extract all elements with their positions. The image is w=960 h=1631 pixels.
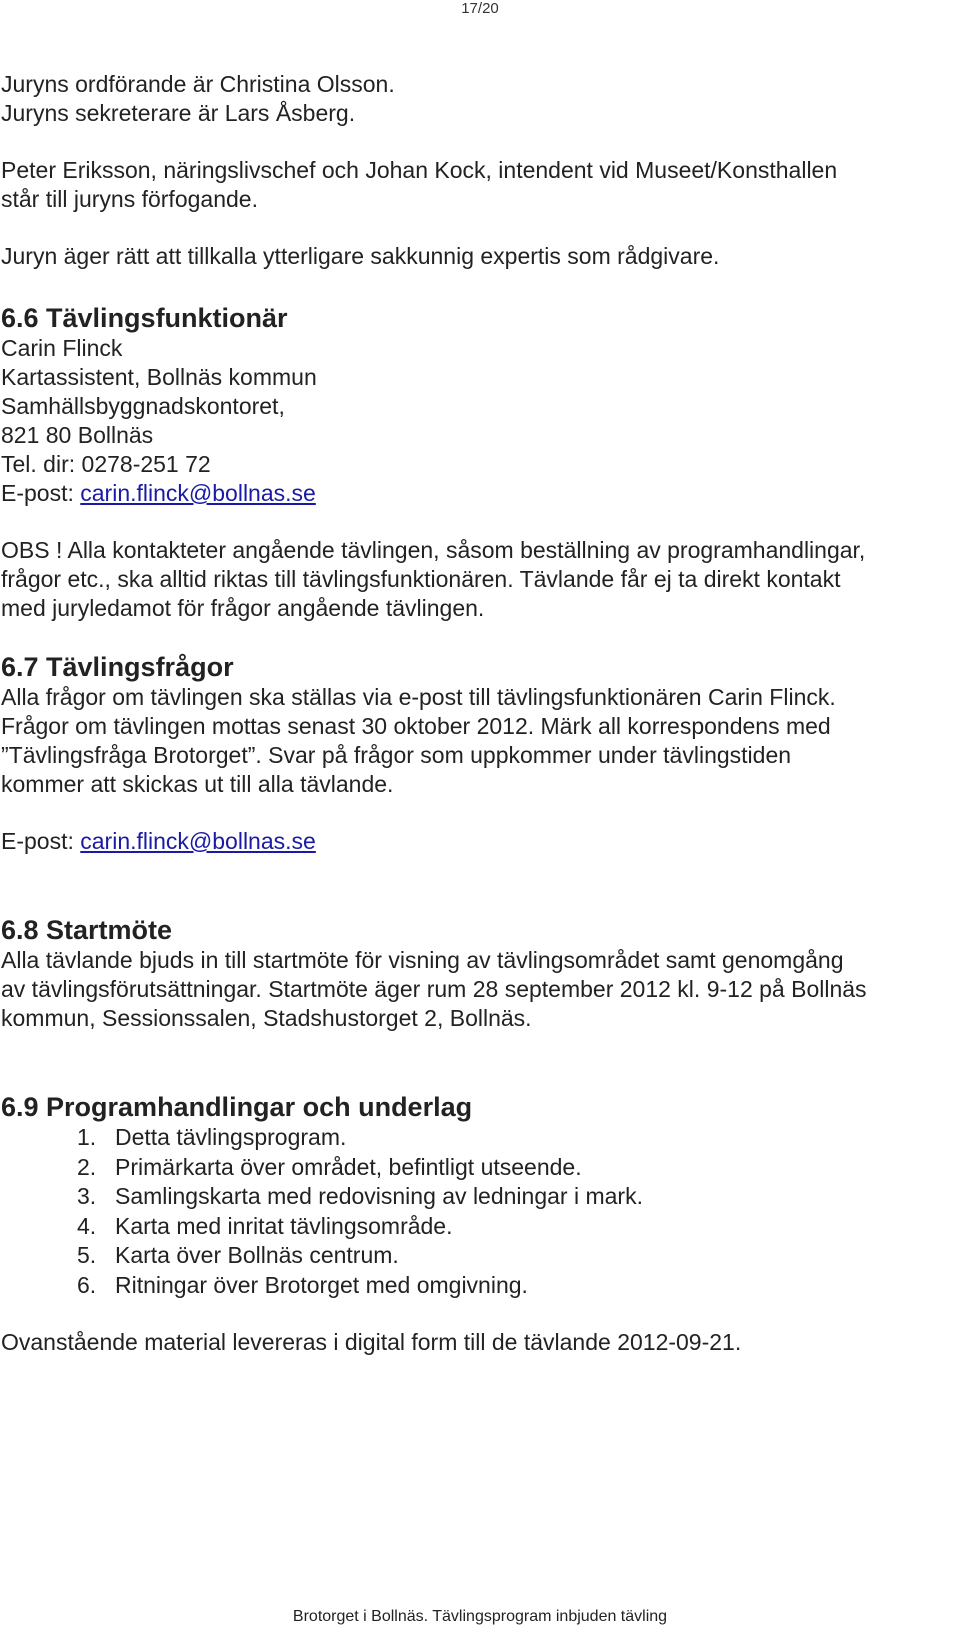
list-item-number: 6.	[77, 1271, 97, 1298]
contact-phone: Tel. dir: 0278-251 72	[1, 451, 211, 477]
startmeeting-text-3: kommun, Sessionssalen, Stadshustorget 2, Bollnäs.	[1, 1005, 532, 1031]
section-6-8-heading: 6.8 Startmöte	[1, 915, 173, 945]
list-item-number: 4.	[77, 1212, 97, 1239]
list-item-text: Samlingskarta med redovisning av ledningar i mark.	[115, 1183, 643, 1209]
list-item-text: Karta med inritat tävlingsområde.	[115, 1212, 453, 1239]
list-item-text: Ritningar över Brotorget med omgivning.	[115, 1271, 528, 1298]
documents-list	[1, 1123, 956, 1300]
list-item	[1, 1123, 956, 1153]
jury-support-text-1: Peter Eriksson, näringslivschef och Johan Kock, intendent vid Museet/Konsthallen	[1, 157, 838, 183]
list-item-text: Primärkarta över området, befintligt utseende.	[115, 1153, 582, 1180]
delivery-note: Ovanstående material levereras i digital form till de tävlande 2012-09-21.	[1, 1329, 742, 1355]
questions-text-1: Alla frågor om tävlingen ska ställas via e-post till tävlingsfunktionären Carin Flinck.	[1, 684, 836, 710]
contact-email-line	[1, 479, 956, 508]
questions-text-3: ”Tävlingsfråga Brotorget”. Svar på frågor som uppkommer under tävlingstiden	[1, 742, 792, 768]
contact-address: 821 80 Bollnäs	[1, 422, 154, 448]
obs-text-1: OBS ! Alla kontakteter angående tävlingen, såsom beställning av programhandlingar,	[1, 537, 866, 563]
startmeeting-text-1: Alla tävlande bjuds in till startmöte för visning av tävlingsområdet samt genomgång	[1, 947, 844, 973]
obs-text-3: med juryledamot för frågor angående tävlingen.	[1, 595, 485, 621]
contact-office: Samhällsbyggnadskontoret,	[1, 393, 285, 419]
list-item	[1, 1241, 956, 1271]
contact-title: Kartassistent, Bollnäs kommun	[1, 364, 317, 390]
list-item-number: 2.	[77, 1153, 97, 1180]
email-label: E-post:	[1, 828, 81, 854]
email-link[interactable]: carin.flinck@bollnas.se	[80, 480, 316, 506]
list-item-text: Karta över Bollnäs centrum.	[115, 1242, 399, 1268]
list-item-number: 3.	[77, 1183, 97, 1209]
document-body	[1, 70, 956, 1357]
page-footer: Brotorget i Bollnäs. Tävlingsprogram inbjuden tävling	[292, 1608, 668, 1625]
jury-secretary-text: Juryns sekreterare är Lars Åsberg.	[1, 100, 356, 126]
obs-text-2: frågor etc., ska alltid riktas till tävlingsfunktionären. Tävlande får ej ta direkt kontakt	[1, 566, 841, 592]
list-item	[1, 1182, 956, 1212]
list-item	[1, 1153, 956, 1183]
jury-experts-text: Juryn äger rätt att tillkalla ytterligare sakkunnig expertis som rådgivare.	[1, 243, 720, 269]
list-item-number: 5.	[77, 1242, 97, 1268]
jury-support-text-2: står till juryns förfogande.	[1, 186, 258, 212]
jury-chair-text: Juryns ordförande är Christina Olsson.	[1, 71, 395, 97]
list-item	[1, 1212, 956, 1242]
questions-email-line	[1, 827, 956, 856]
contact-name: Carin Flinck	[1, 335, 123, 361]
questions-text-4: kommer att skickas ut till alla tävlande.	[1, 771, 394, 797]
list-item	[1, 1271, 956, 1301]
section-6-7-heading: 6.7 Tävlingsfrågor	[1, 652, 234, 682]
email-link[interactable]: carin.flinck@bollnas.se	[80, 828, 316, 854]
section-6-9-heading: 6.9 Programhandlingar och underlag	[1, 1092, 473, 1122]
section-6-6-heading: 6.6 Tävlingsfunktionär	[1, 303, 288, 333]
list-item-text: Detta tävlingsprogram.	[115, 1124, 347, 1150]
startmeeting-text-2: av tävlingsförutsättningar. Startmöte äger rum 28 september 2012 kl. 9-12 på Bollnäs	[1, 976, 867, 1002]
email-label: E-post:	[1, 480, 81, 506]
page-number: 17/20	[461, 0, 499, 17]
list-item-number: 1.	[77, 1124, 97, 1150]
questions-text-2: Frågor om tävlingen mottas senast 30 oktober 2012. Märk all korrespondens med	[1, 713, 831, 739]
